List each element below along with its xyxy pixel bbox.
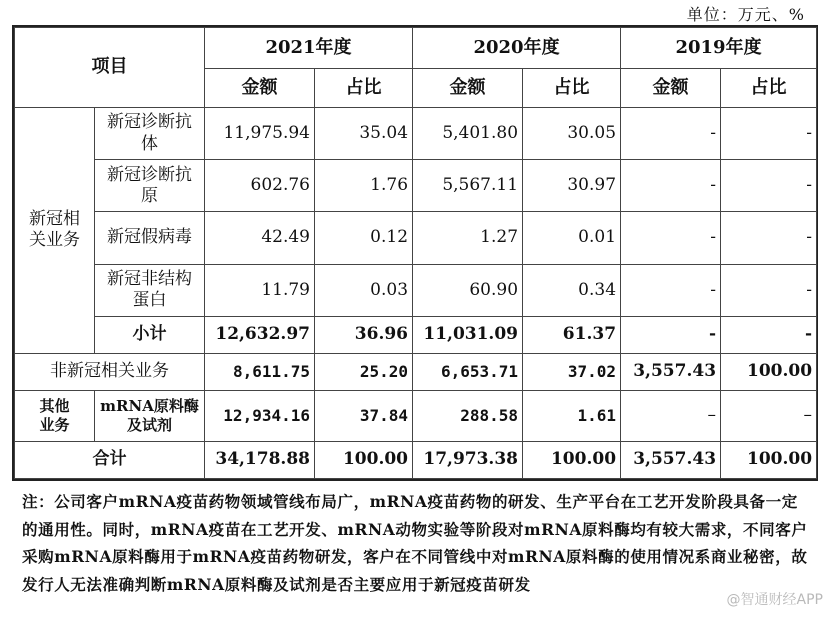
cell: 288.58 xyxy=(413,390,523,441)
footnote: 注：公司客户mRNA疫苗药物领域管线布局广，mRNA疫苗药物的研发、生产平台在工艺开发阶段具备一定的通用性。同时，mRNA疫苗在工艺开发、mRNA动物实验等阶段对mRNA原料酶均有较大需求，不同客户采购mRNA原料酶用于mRNA疫苗药物研发，客户在不同管线中对mRNA原料酶的使用情况系商业秘密，故发行人无法准确判断mRNA原料酶及试剂是否主要应用于新冠疫苗研发 xyxy=(22,492,808,594)
table-row xyxy=(15,212,817,264)
cell: - xyxy=(721,160,817,212)
cell: 30.05 xyxy=(523,107,621,159)
row-label: 新冠假病毒 xyxy=(95,212,205,264)
header-ratio: 占比 xyxy=(523,69,621,108)
table-row-subtotal xyxy=(15,317,817,354)
row-label: 非新冠相关业务 xyxy=(15,353,205,390)
header-ratio: 占比 xyxy=(721,69,817,108)
header-amount: 金额 xyxy=(621,69,721,108)
group-label-covid: 新冠相关业务 xyxy=(15,107,95,353)
header-year: 2019年度 xyxy=(621,28,817,69)
row-label: 新冠诊断抗体 xyxy=(95,107,205,159)
cell: 60.90 xyxy=(413,264,523,316)
row-label: 新冠诊断抗原 xyxy=(95,160,205,212)
cell: 0.01 xyxy=(523,212,621,264)
cell: - xyxy=(621,317,721,354)
cell: 0.34 xyxy=(523,264,621,316)
cell: 12,934.16 xyxy=(205,390,315,441)
revenue-table xyxy=(12,25,818,481)
cell: 11.79 xyxy=(205,264,315,316)
cell: 100.00 xyxy=(523,442,621,479)
header-year: 2021年度 xyxy=(205,28,413,69)
row-label: 小计 xyxy=(95,317,205,354)
cell: - xyxy=(721,317,817,354)
cell: 11,031.09 xyxy=(413,317,523,354)
cell: – xyxy=(721,390,817,441)
cell: 37.84 xyxy=(315,390,413,441)
cell: 1.27 xyxy=(413,212,523,264)
cell: 17,973.38 xyxy=(413,442,523,479)
group-label-other: 其他业务 xyxy=(15,390,95,441)
cell: 1.61 xyxy=(523,390,621,441)
header-year: 2020年度 xyxy=(413,28,621,69)
cell: 1.76 xyxy=(315,160,413,212)
watermark: @智通财经APP xyxy=(726,592,823,608)
header-ratio: 占比 xyxy=(315,69,413,108)
row-label: mRNA原料酶及试剂 xyxy=(95,390,205,441)
cell: 42.49 xyxy=(205,212,315,264)
cell: 36.96 xyxy=(315,317,413,354)
header-amount: 金额 xyxy=(205,69,315,108)
cell: 35.04 xyxy=(315,107,413,159)
cell: - xyxy=(621,160,721,212)
cell: 37.02 xyxy=(523,353,621,390)
table-row xyxy=(15,264,817,316)
cell: 8,611.75 xyxy=(205,353,315,390)
table-row xyxy=(15,390,817,441)
cell: - xyxy=(721,107,817,159)
cell: 602.76 xyxy=(205,160,315,212)
unit-label: 单位：万元、% xyxy=(686,5,805,24)
cell: - xyxy=(721,264,817,316)
row-label: 合计 xyxy=(15,442,205,479)
table-row xyxy=(15,107,817,159)
cell: 61.37 xyxy=(523,317,621,354)
cell: 0.03 xyxy=(315,264,413,316)
cell: 3,557.43 xyxy=(621,353,721,390)
cell: 30.97 xyxy=(523,160,621,212)
cell: 3,557.43 xyxy=(621,442,721,479)
cell: - xyxy=(621,107,721,159)
table-row-total xyxy=(15,442,817,479)
row-label: 新冠非结构蛋白 xyxy=(95,264,205,316)
cell: 0.12 xyxy=(315,212,413,264)
cell: - xyxy=(721,212,817,264)
header-amount: 金额 xyxy=(413,69,523,108)
cell: 12,632.97 xyxy=(205,317,315,354)
header-item: 项目 xyxy=(15,28,205,108)
table-row xyxy=(15,353,817,390)
cell: - xyxy=(621,212,721,264)
cell: – xyxy=(621,390,721,441)
cell: 11,975.94 xyxy=(205,107,315,159)
cell: 34,178.88 xyxy=(205,442,315,479)
cell: 100.00 xyxy=(721,442,817,479)
cell: 5,401.80 xyxy=(413,107,523,159)
cell: 100.00 xyxy=(721,353,817,390)
cell: - xyxy=(621,264,721,316)
cell: 25.20 xyxy=(315,353,413,390)
table-row xyxy=(15,160,817,212)
cell: 100.00 xyxy=(315,442,413,479)
cell: 6,653.71 xyxy=(413,353,523,390)
cell: 5,567.11 xyxy=(413,160,523,212)
